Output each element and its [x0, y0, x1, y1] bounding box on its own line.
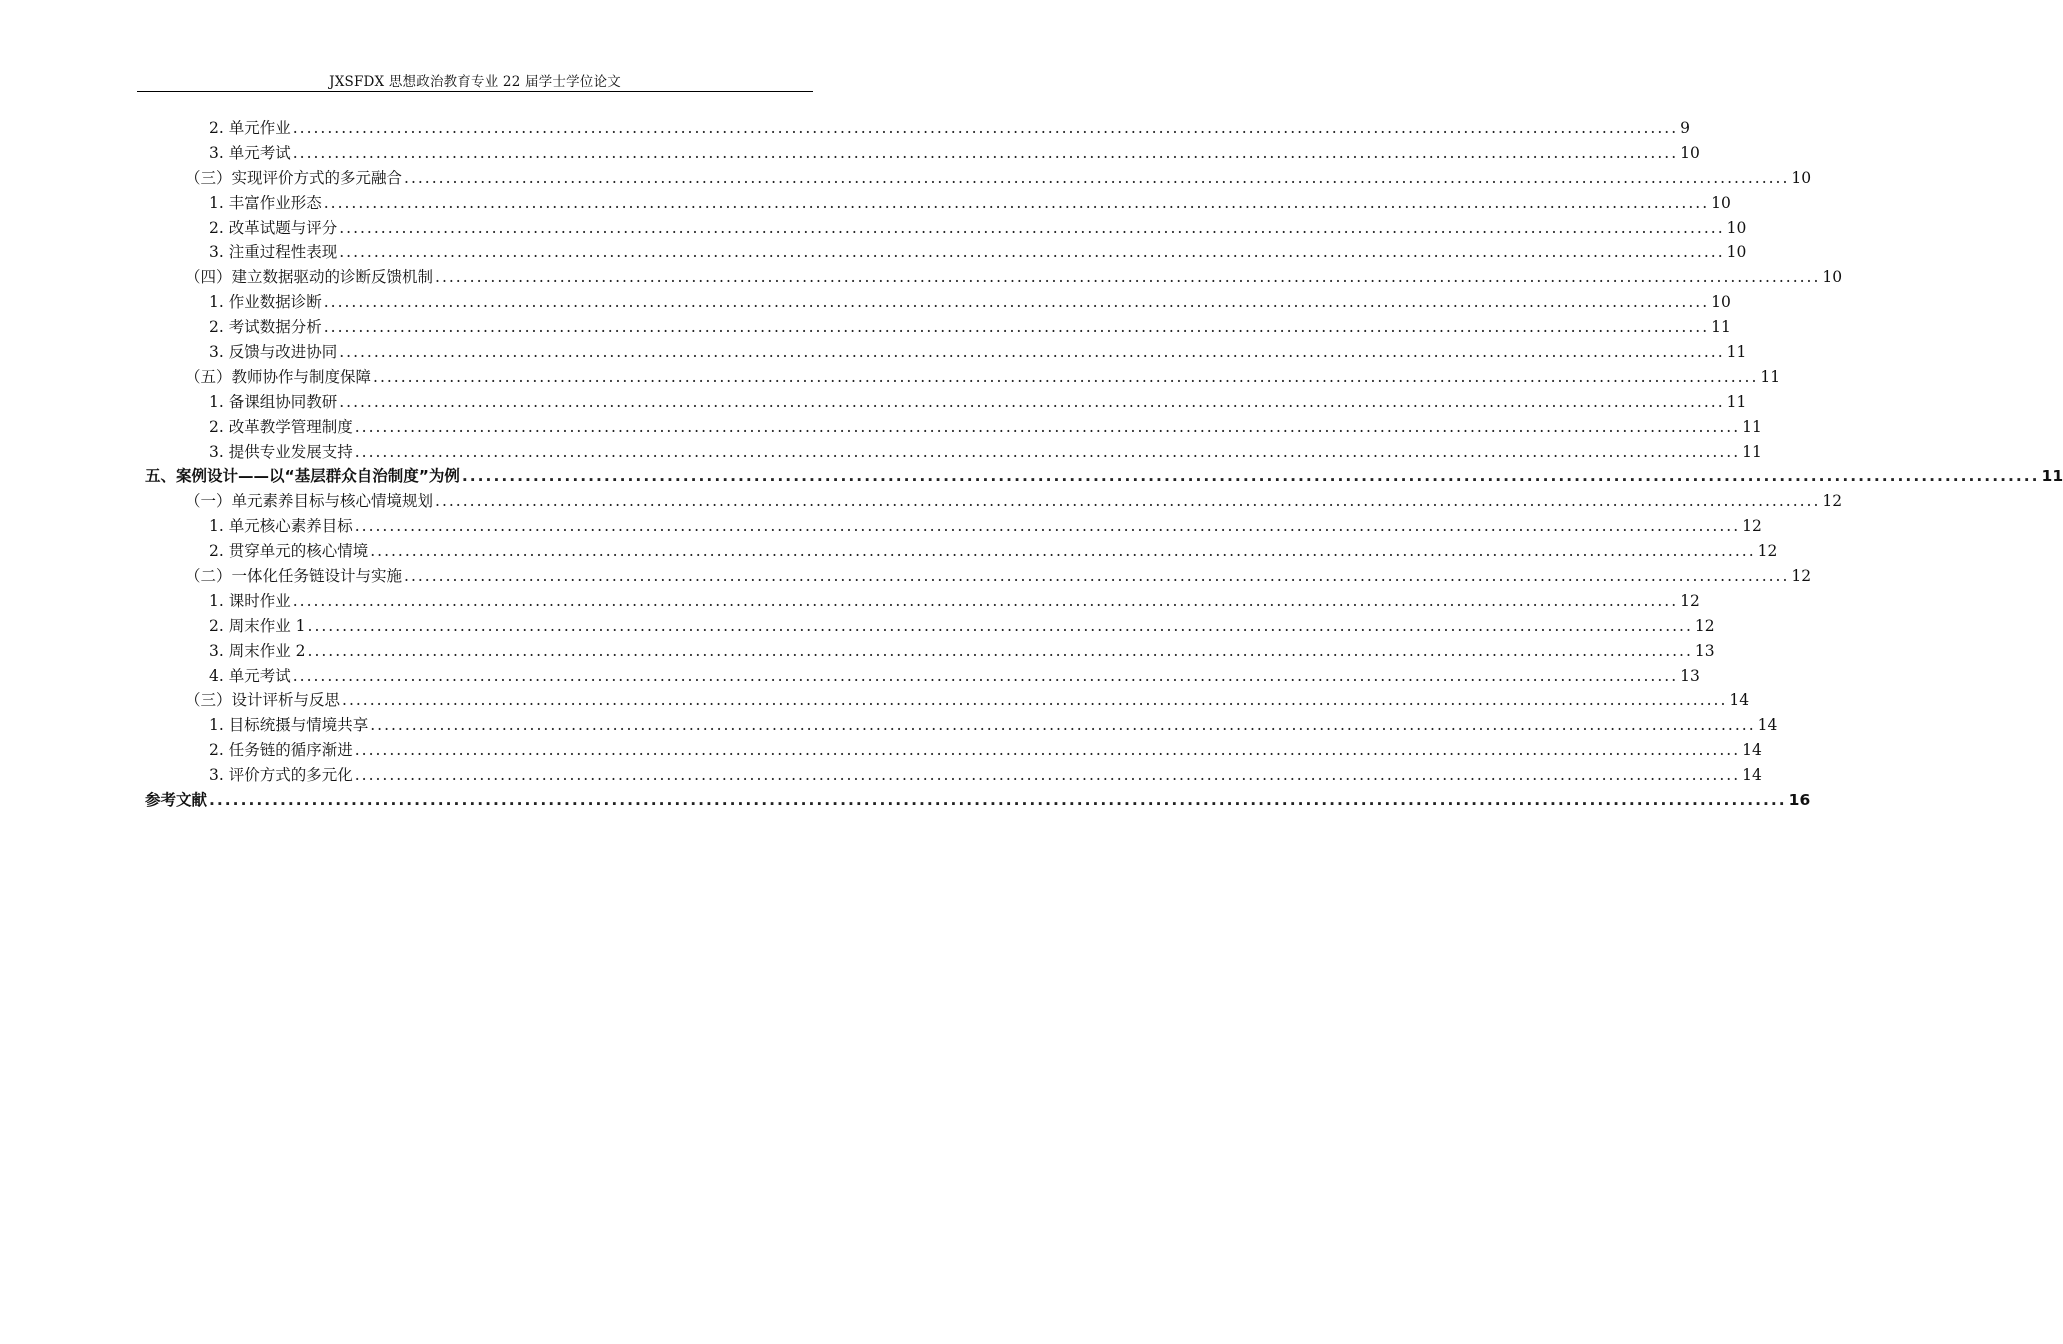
toc-entry-title: 3. 评价方式的多元化 [209, 766, 353, 785]
toc-entry-title: 1. 丰富作业形态 [209, 193, 322, 212]
toc-entry-title: （二）一体化任务链设计与实施 [185, 567, 403, 586]
toc-page-number: 13 [1680, 666, 1700, 685]
toc-subsection-entry[interactable] [137, 290, 1731, 315]
toc-subsection-entry[interactable] [137, 539, 1778, 564]
toc-entry-title: 五、案例设计——以“基层群众自治制度”为例 [145, 467, 460, 486]
toc-section-entry[interactable] [137, 166, 1812, 191]
toc-page-number: 9 [1680, 119, 1690, 137]
toc-entry-title: （四）建立数据驱动的诊断反馈机制 [185, 268, 434, 287]
toc-page-number: 12 [1742, 517, 1762, 536]
toc-dot-leader: ........................................................................................................................................................................................................ [461, 467, 2040, 486]
toc-page-number: 10 [1726, 243, 1747, 262]
toc-subsection-entry[interactable] [137, 440, 1762, 465]
toc-dot-leader: ........................................................................................................................................................................................................ [323, 293, 1710, 312]
toc-dot-leader: ........................................................................................................................................................................................................ [292, 143, 1679, 162]
toc-subsection-entry[interactable] [137, 415, 1762, 440]
toc-page-number: 11 [2041, 467, 2063, 486]
toc-subsection-entry[interactable] [137, 141, 1700, 166]
toc-page-number: 10 [1822, 268, 1843, 287]
toc-page-number: 12 [1694, 616, 1715, 635]
toc-dot-leader: ........................................................................................................................................................................................................ [323, 318, 1710, 337]
toc-page-number: 10 [1726, 218, 1747, 237]
toc-page-number: 10 [1791, 168, 1812, 187]
toc-subsection-entry[interactable] [137, 614, 1715, 639]
toc-dot-leader: ........................................................................................................................................................................................................ [339, 243, 1725, 262]
toc-dot-leader: ........................................................................................................................................................................................................ [404, 168, 1790, 187]
toc-dot-leader: ........................................................................................................................................................................................................ [435, 492, 1821, 511]
toc-subsection-entry[interactable] [137, 216, 1747, 241]
toc-entry-title: 3. 注重过程性表现 [209, 243, 338, 262]
toc-page-number: 10 [1711, 293, 1731, 312]
toc-entry-title: 3. 周末作业 2 [209, 641, 306, 660]
toc-page-number: 12 [1822, 492, 1843, 511]
toc-entry-title: 2. 改革试题与评分 [209, 218, 338, 237]
toc-entry-title: （三）实现评价方式的多元融合 [185, 168, 403, 187]
toc-subsection-entry[interactable] [137, 240, 1747, 265]
toc-dot-leader: ........................................................................................................................................................................................................ [435, 268, 1821, 287]
toc-entry-title: （五）教师协作与制度保障 [185, 367, 372, 386]
toc-dot-leader: ........................................................................................................................................................................................................ [339, 392, 1725, 411]
header-divider [137, 91, 813, 92]
toc-subsection-entry[interactable] [137, 738, 1762, 763]
toc-page-number: 14 [1742, 741, 1762, 760]
toc-entry-title: 参考文献 [145, 791, 208, 810]
toc-entry-title: 2. 改革教学管理制度 [209, 417, 353, 436]
toc-page-number: 14 [1729, 691, 1750, 710]
toc-dot-leader: ........................................................................................................................................................................................................ [339, 343, 1725, 362]
toc-entry-title: 1. 目标统摄与情境共享 [209, 716, 369, 735]
toc-entry-title: 2. 任务链的循序渐进 [209, 741, 353, 760]
toc-subsection-entry[interactable] [137, 116, 1690, 141]
toc-entry-title: 3. 提供专业发展支持 [209, 442, 353, 461]
toc-dot-leader: ........................................................................................................................................................................................................ [323, 193, 1710, 212]
toc-entry-title: 4. 单元考试 [209, 666, 291, 685]
toc-entry-title: 1. 单元核心素养目标 [209, 517, 353, 536]
toc-dot-leader: ........................................................................................................................................................................................................ [370, 542, 1756, 561]
toc-page-number: 11 [1726, 343, 1747, 362]
toc-entry-title: 2. 周末作业 1 [209, 616, 306, 635]
toc-dot-leader: ........................................................................................................................................................................................................ [307, 616, 1693, 635]
toc-dot-leader: ........................................................................................................................................................................................................ [292, 119, 1679, 137]
toc-entry-title: 1. 备课组协同教研 [209, 392, 338, 411]
toc-page-number: 10 [1680, 143, 1700, 162]
toc-entry-title: （一）单元素养目标与核心情境规划 [185, 492, 434, 511]
toc-subsection-entry[interactable] [137, 191, 1731, 216]
toc-subsection-entry[interactable] [137, 664, 1700, 689]
toc-section-entry[interactable] [137, 564, 1812, 589]
toc-dot-leader: ........................................................................................................................................................................................................ [292, 591, 1679, 610]
toc-subsection-entry[interactable] [137, 390, 1747, 415]
toc-subsection-entry[interactable] [137, 315, 1731, 340]
table-of-contents [137, 116, 2063, 813]
toc-dot-leader: ........................................................................................................................................................................................................ [339, 218, 1725, 237]
toc-page-number: 16 [1788, 791, 1811, 810]
toc-dot-leader: ........................................................................................................................................................................................................ [354, 517, 1741, 536]
toc-page-number: 14 [1742, 766, 1762, 785]
toc-entry-title: 2. 考试数据分析 [209, 318, 322, 337]
toc-entry-title: 1. 作业数据诊断 [209, 293, 322, 312]
toc-page-number: 12 [1757, 542, 1778, 561]
toc-section-entry[interactable] [137, 688, 1750, 713]
toc-entry-title: 2. 单元作业 [209, 119, 291, 137]
toc-subsection-entry[interactable] [137, 589, 1700, 614]
page-header: JXSFDX 思想政治教育专业 22 届学士学位论文 [329, 74, 621, 90]
toc-page-number: 11 [1742, 442, 1762, 461]
toc-page-number: 14 [1757, 716, 1778, 735]
toc-dot-leader: ........................................................................................................................................................................................................ [292, 666, 1679, 685]
toc-page-number: 11 [1742, 417, 1762, 436]
toc-subsection-entry[interactable] [137, 514, 1762, 539]
toc-dot-leader: ........................................................................................................................................................................................................ [370, 716, 1756, 735]
toc-entry-title: 2. 贯穿单元的核心情境 [209, 542, 369, 561]
toc-dot-leader: ........................................................................................................................................................................................................ [354, 766, 1741, 785]
toc-entry-title: 1. 课时作业 [209, 591, 291, 610]
toc-subsection-entry[interactable] [137, 713, 1778, 738]
toc-dot-leader: ........................................................................................................................................................................................................ [342, 691, 1728, 710]
toc-dot-leader: ........................................................................................................................................................................................................ [354, 741, 1741, 760]
toc-section-entry[interactable] [137, 489, 1843, 514]
toc-page-number: 11 [1711, 318, 1731, 337]
toc-section-entry[interactable] [137, 265, 1843, 290]
toc-page-number: 13 [1694, 641, 1715, 660]
toc-subsection-entry[interactable] [137, 763, 1762, 788]
toc-dot-leader: ........................................................................................................................................................................................................ [354, 442, 1741, 461]
toc-dot-leader: ........................................................................................................................................................................................................ [404, 567, 1790, 586]
toc-page-number: 12 [1791, 567, 1812, 586]
toc-dot-leader: ........................................................................................................................................................................................................ [307, 641, 1693, 660]
toc-dot-leader: ........................................................................................................................................................................................................ [209, 791, 1787, 810]
toc-entry-title: 3. 单元考试 [209, 143, 291, 162]
toc-page-number: 11 [1726, 392, 1747, 411]
toc-entry-title: 3. 反馈与改进协同 [209, 343, 338, 362]
toc-chapter-entry[interactable] [137, 788, 1811, 813]
toc-subsection-entry[interactable] [137, 340, 1747, 365]
toc-page-number: 12 [1680, 591, 1700, 610]
toc-subsection-entry[interactable] [137, 639, 1715, 664]
toc-entry-title: （三）设计评析与反思 [185, 691, 341, 710]
toc-dot-leader: ........................................................................................................................................................................................................ [373, 367, 1759, 386]
toc-page-number: 10 [1711, 193, 1731, 212]
toc-page-number: 11 [1760, 367, 1781, 386]
toc-dot-leader: ........................................................................................................................................................................................................ [354, 417, 1741, 436]
toc-section-entry[interactable] [137, 365, 1781, 390]
toc-chapter-entry[interactable] [137, 464, 2063, 489]
